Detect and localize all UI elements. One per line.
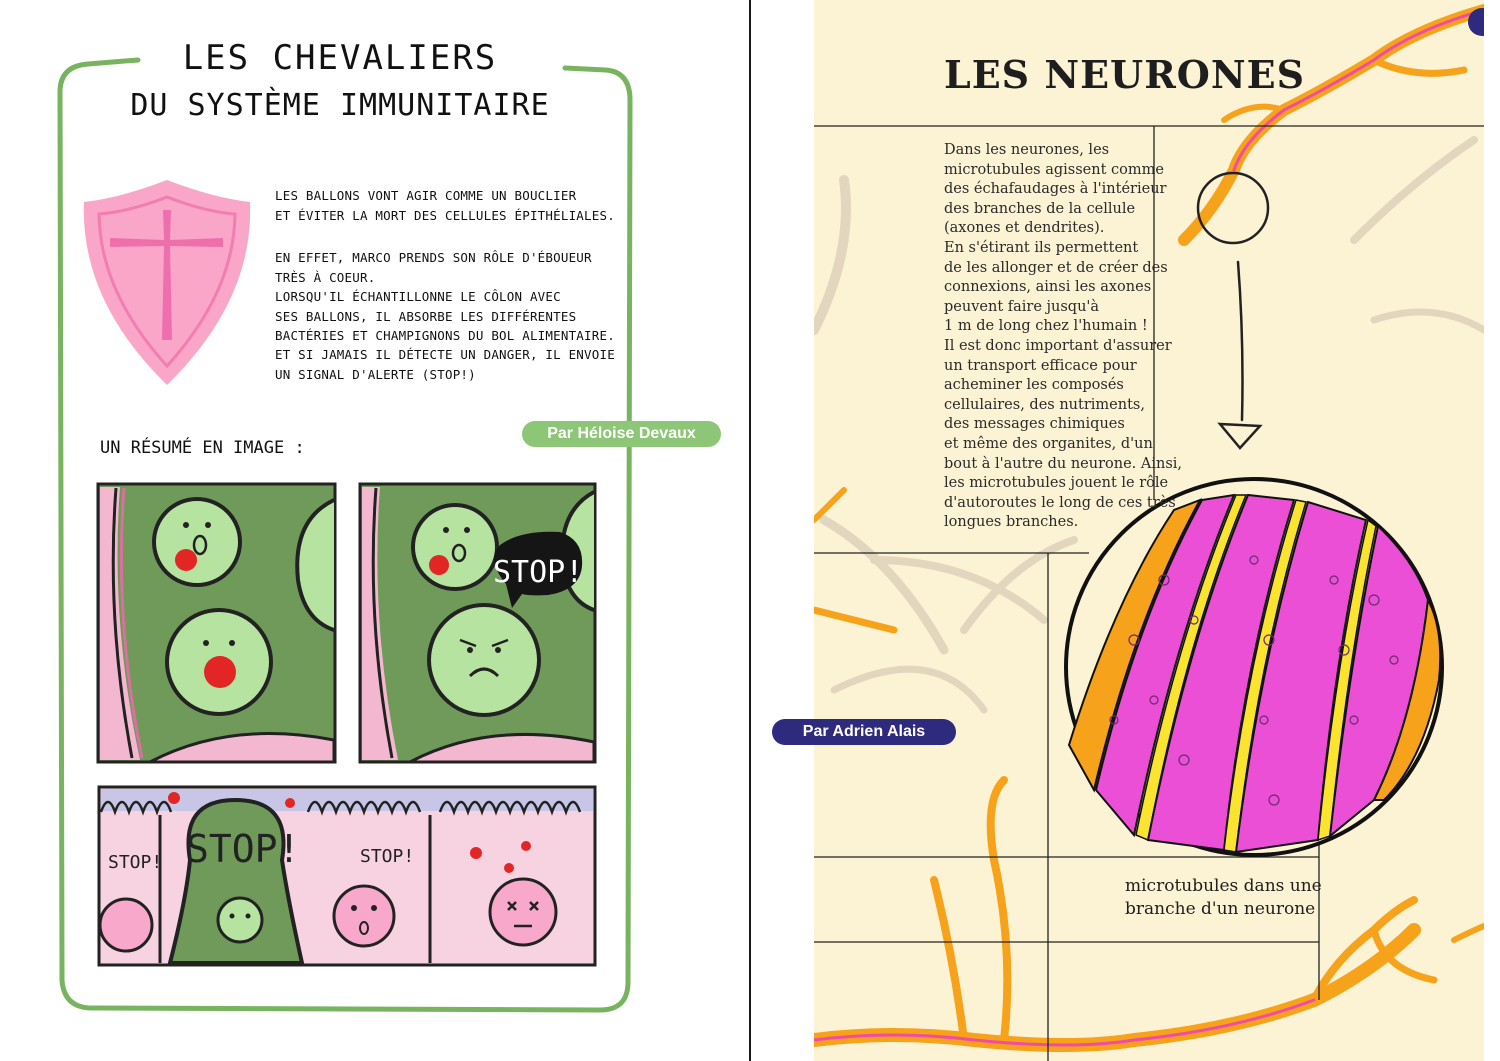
paragraph-3	[275, 287, 615, 346]
panel3-stop-big: STOP!	[186, 827, 301, 871]
paragraph-4-line: ET SI JAMAIS IL DÉTECTE UN DANGER, IL ENVOIE	[275, 347, 615, 362]
body-line: Dans les neurones, les	[944, 142, 1110, 158]
body-line: bout à l'autre du neurone. Ainsi,	[944, 455, 1183, 472]
body-line: et même des organites, d'un	[944, 435, 1153, 452]
panel3-stop-small-left: STOP!	[108, 852, 163, 873]
caption-line: branche d'un neurone	[1125, 899, 1316, 919]
body-line: cellulaires, des nutriments,	[944, 396, 1145, 413]
body-line: Il est donc important d'assurer	[944, 337, 1172, 354]
paragraph-2	[275, 248, 592, 287]
body-line: d'autoroutes le long de ces très	[944, 494, 1176, 511]
comic-panel-1	[98, 484, 335, 762]
microtubule-disc	[1064, 479, 1442, 855]
body-line: des branches de la cellule	[944, 200, 1136, 217]
body-line: 1 m de long chez l'humain !	[944, 318, 1148, 335]
cream-background	[814, 0, 1484, 1061]
paragraph-2-line: EN EFFET, MARCO PRENDS SON RÔLE D'ÉBOUEUR	[275, 250, 592, 265]
summary-label: UN RÉSUMÉ EN IMAGE :	[100, 438, 305, 458]
right-page	[751, 0, 1500, 1061]
author-badge-right: Par Adrien Alais	[772, 719, 956, 745]
body-line: connexions, ainsi les axones	[944, 279, 1152, 296]
paragraph-1-line: ET ÉVITER LA MORT DES CELLULES ÉPITHÉLIALES.	[275, 207, 615, 223]
author-badge-left: Par Héloise Devaux	[522, 421, 721, 447]
neurones-body-text	[944, 141, 1224, 533]
microtubule-caption	[1125, 875, 1365, 921]
comic-title-line1: LES CHEVALIERS	[182, 38, 498, 78]
paragraph-3-line: BACTÉRIES ET CHAMPIGNONS DU BOL ALIMENTAIRE.	[275, 328, 615, 343]
panel2-stop-text: STOP!	[493, 555, 584, 590]
paragraph-3-line: LORSQU'IL ÉCHANTILLONNE LE CÔLON AVEC	[275, 289, 561, 304]
comic-title-line2: DU SYSTÈME IMMUNITAIRE	[130, 88, 550, 123]
panel3-stop-small-right: STOP!	[360, 846, 415, 867]
body-line: longues branches.	[944, 514, 1079, 531]
body-line: En s'étirant ils permettent	[944, 239, 1139, 256]
paragraph-4	[275, 345, 615, 384]
paragraph-4-line: UN SIGNAL D'ALERTE (STOP!)	[275, 366, 476, 382]
body-line: des échafaudages à l'intérieur	[944, 181, 1167, 198]
body-line: microtubules agissent comme	[944, 161, 1164, 178]
body-line: un transport efficace pour	[944, 357, 1137, 374]
paragraph-1-line: LES BALLONS VONT AGIR COMME UN BOUCLIER	[275, 188, 577, 203]
comic-panel-2	[360, 484, 595, 762]
shield-icon	[84, 180, 250, 385]
body-line: (axones et dendrites).	[944, 220, 1105, 237]
comic-panel-3	[99, 787, 595, 965]
paragraph-1	[275, 186, 615, 225]
caption-line: microtubules dans une	[1125, 876, 1322, 896]
body-line: de les allonger et de créer des	[944, 259, 1168, 276]
body-line: acheminer les composés	[944, 377, 1124, 394]
paragraph-2-line: TRÈS À COEUR.	[275, 269, 376, 285]
body-line: peuvent faire jusqu'à	[944, 298, 1100, 315]
neurones-title: LES NEURONES	[944, 52, 1306, 97]
body-line: les microtubules jouent le rôle	[944, 475, 1169, 492]
body-line: des messages chimiques	[944, 416, 1125, 433]
paragraph-3-line: SES BALLONS, IL ABSORBE LES DIFFÉRENTES	[275, 308, 577, 324]
